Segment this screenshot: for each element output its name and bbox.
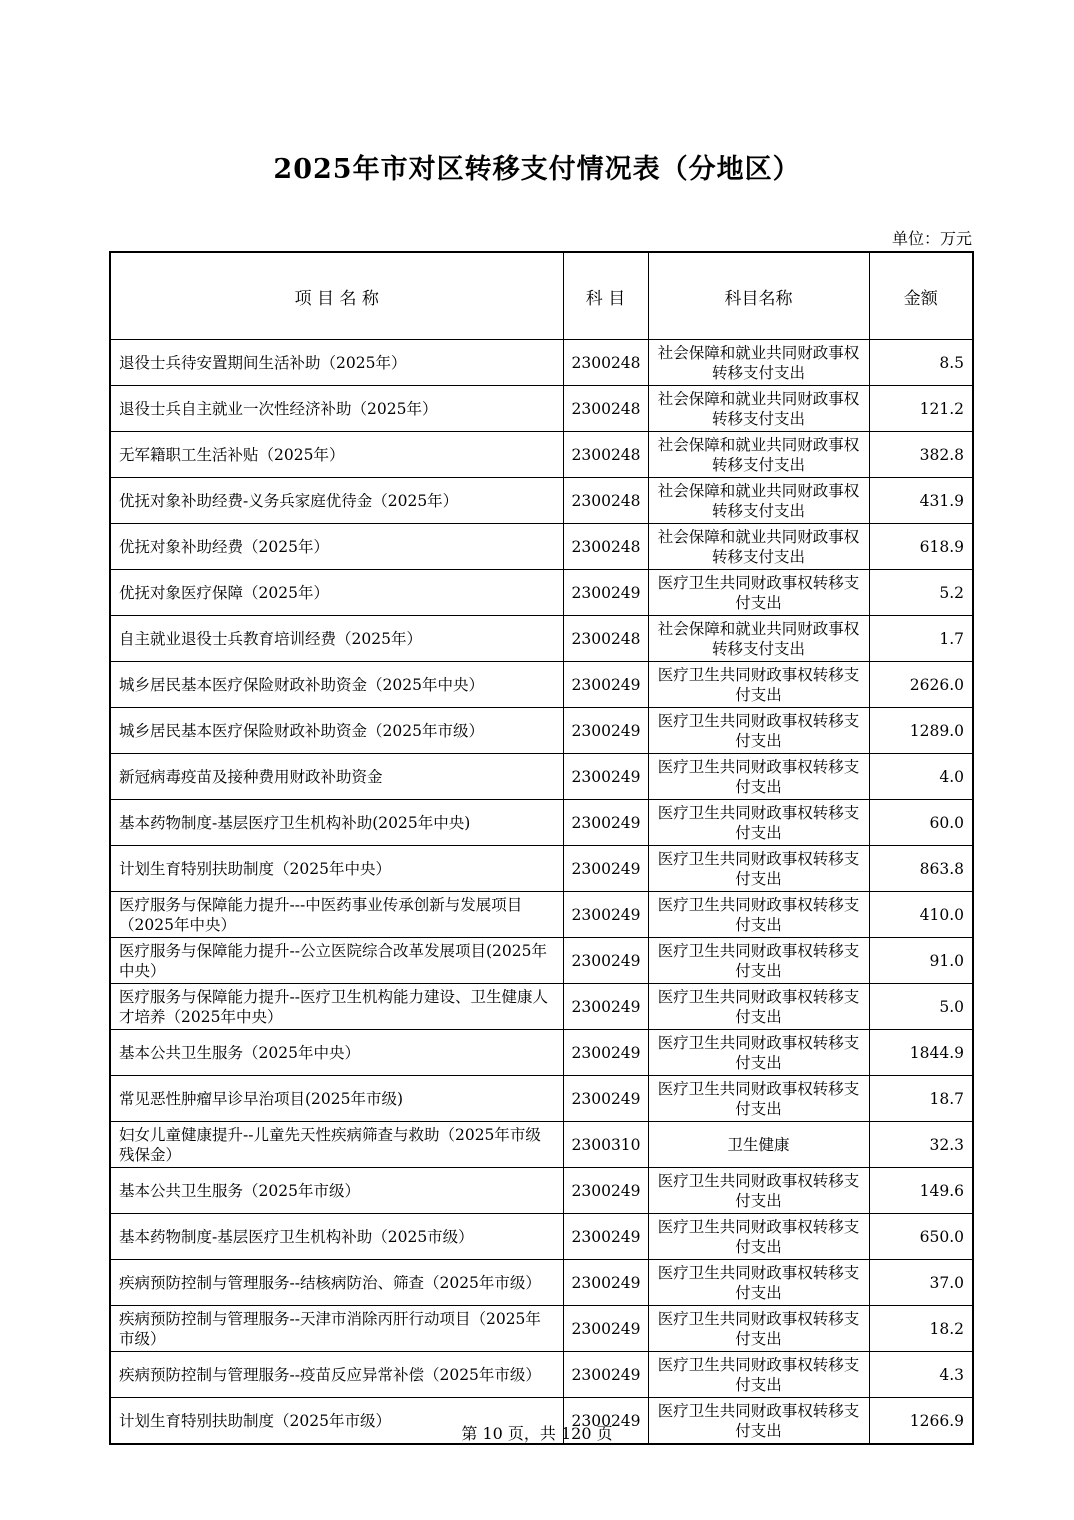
project-name-cell: 城乡居民基本医疗保险财政补助资金（2025年中央） [110, 662, 563, 708]
amount-cell: 1266.9 [869, 1398, 973, 1445]
subject-code-cell: 2300248 [563, 616, 648, 662]
project-name-cell: 城乡居民基本医疗保险财政补助资金（2025年市级） [110, 708, 563, 754]
table-row [110, 570, 973, 616]
table-row [110, 478, 973, 524]
amount-cell: 431.9 [869, 478, 973, 524]
table-row [110, 1122, 973, 1168]
project-name-cell: 医疗服务与保障能力提升--医疗卫生机构能力建设、卫生健康人才培养（2025年中央） [110, 984, 563, 1030]
project-name-cell: 新冠病毒疫苗及接种费用财政补助资金 [110, 754, 563, 800]
table-row [110, 662, 973, 708]
project-name-cell: 基本药物制度-基层医疗卫生机构补助（2025市级） [110, 1214, 563, 1260]
table-row [110, 938, 973, 984]
subject-code-cell: 2300249 [563, 754, 648, 800]
subject-name-cell: 医疗卫生共同财政事权转移支付支出 [648, 570, 869, 616]
amount-cell: 5.2 [869, 570, 973, 616]
subject-code-cell: 2300249 [563, 570, 648, 616]
project-name-cell: 疾病预防控制与管理服务--结核病防治、筛查（2025年市级） [110, 1260, 563, 1306]
subject-name-cell: 医疗卫生共同财政事权转移支付支出 [648, 1352, 869, 1398]
subject-code-cell: 2300248 [563, 524, 648, 570]
subject-name-cell: 社会保障和就业共同财政事权转移支付支出 [648, 524, 869, 570]
subject-code-cell: 2300249 [563, 662, 648, 708]
project-name-cell: 优抚对象补助经费（2025年） [110, 524, 563, 570]
subject-name-cell: 医疗卫生共同财政事权转移支付支出 [648, 938, 869, 984]
subject-code-cell: 2300249 [563, 846, 648, 892]
amount-cell: 618.9 [869, 524, 973, 570]
project-name-cell: 基本公共卫生服务（2025年市级） [110, 1168, 563, 1214]
table-row [110, 1352, 973, 1398]
subject-code-cell: 2300249 [563, 1398, 648, 1445]
project-name-cell: 基本药物制度-基层医疗卫生机构补助(2025年中央) [110, 800, 563, 846]
amount-cell: 650.0 [869, 1214, 973, 1260]
subject-code-cell: 2300248 [563, 340, 648, 386]
subject-name-cell: 医疗卫生共同财政事权转移支付支出 [648, 1260, 869, 1306]
amount-cell: 149.6 [869, 1168, 973, 1214]
subject-code-cell: 2300249 [563, 800, 648, 846]
table-row [110, 616, 973, 662]
project-name-cell: 基本公共卫生服务（2025年中央） [110, 1030, 563, 1076]
subject-name-cell: 医疗卫生共同财政事权转移支付支出 [648, 892, 869, 938]
subject-code-cell: 2300249 [563, 1306, 648, 1352]
project-name-cell: 医疗服务与保障能力提升---中医药事业传承创新与发展项目（2025年中央） [110, 892, 563, 938]
amount-cell: 2626.0 [869, 662, 973, 708]
table-header-row [110, 252, 973, 340]
subject-name-cell: 医疗卫生共同财政事权转移支付支出 [648, 1030, 869, 1076]
amount-cell: 91.0 [869, 938, 973, 984]
subject-name-cell: 医疗卫生共同财政事权转移支付支出 [648, 1306, 869, 1352]
table-row [110, 984, 973, 1030]
project-name-cell: 计划生育特别扶助制度（2025年中央） [110, 846, 563, 892]
amount-cell: 121.2 [869, 386, 973, 432]
subject-code-cell: 2300249 [563, 1260, 648, 1306]
table-body [110, 340, 973, 1445]
amount-cell: 1.7 [869, 616, 973, 662]
subject-code-cell: 2300249 [563, 984, 648, 1030]
subject-name-cell: 社会保障和就业共同财政事权转移支付支出 [648, 478, 869, 524]
table-row [110, 1030, 973, 1076]
subject-name-cell: 医疗卫生共同财政事权转移支付支出 [648, 846, 869, 892]
table-row [110, 754, 973, 800]
subject-name-cell: 社会保障和就业共同财政事权转移支付支出 [648, 616, 869, 662]
table-row [110, 1168, 973, 1214]
subject-code-cell: 2300249 [563, 892, 648, 938]
project-name-cell: 优抚对象医疗保障（2025年） [110, 570, 563, 616]
amount-cell: 4.3 [869, 1352, 973, 1398]
project-name-cell: 医疗服务与保障能力提升--公立医院综合改革发展项目(2025年中央） [110, 938, 563, 984]
subject-name-cell: 社会保障和就业共同财政事权转移支付支出 [648, 386, 869, 432]
subject-name-cell: 社会保障和就业共同财政事权转移支付支出 [648, 432, 869, 478]
subject-name-cell: 医疗卫生共同财政事权转移支付支出 [648, 1168, 869, 1214]
amount-cell: 382.8 [869, 432, 973, 478]
subject-code-cell: 2300249 [563, 1030, 648, 1076]
amount-cell: 863.8 [869, 846, 973, 892]
subject-name-cell: 医疗卫生共同财政事权转移支付支出 [648, 1398, 869, 1445]
subject-code-cell: 2300249 [563, 938, 648, 984]
subject-name-cell: 社会保障和就业共同财政事权转移支付支出 [648, 340, 869, 386]
subject-name-cell: 卫生健康 [648, 1122, 869, 1168]
project-name-cell: 优抚对象补助经费-义务兵家庭优待金（2025年） [110, 478, 563, 524]
table-row [110, 340, 973, 386]
table-row [110, 892, 973, 938]
subject-code-cell: 2300249 [563, 1214, 648, 1260]
subject-name-cell: 医疗卫生共同财政事权转移支付支出 [648, 1214, 869, 1260]
subject-name-cell: 医疗卫生共同财政事权转移支付支出 [648, 1076, 869, 1122]
subject-code-cell: 2300249 [563, 1076, 648, 1122]
table-row [110, 1306, 973, 1352]
amount-cell: 18.2 [869, 1306, 973, 1352]
amount-cell: 32.3 [869, 1122, 973, 1168]
project-name-cell: 退役士兵自主就业一次性经济补助（2025年） [110, 386, 563, 432]
table-row [110, 524, 973, 570]
amount-cell: 18.7 [869, 1076, 973, 1122]
column-header-subject-name: 科目名称 [648, 252, 869, 340]
unit-note: 单位：万元 [891, 229, 972, 248]
table-row [110, 1214, 973, 1260]
table-row [110, 386, 973, 432]
column-header-subject-code: 科 目 [563, 252, 648, 340]
table-row [110, 708, 973, 754]
project-name-cell: 妇女儿童健康提升--儿童先天性疾病筛查与救助（2025年市级残保金） [110, 1122, 563, 1168]
project-name-cell: 疾病预防控制与管理服务--天津市消除丙肝行动项目（2025年市级） [110, 1306, 563, 1352]
project-name-cell: 自主就业退役士兵教育培训经费（2025年） [110, 616, 563, 662]
table-row [110, 846, 973, 892]
project-name-cell: 计划生育特别扶助制度（2025年市级） [110, 1398, 563, 1445]
subject-code-cell: 2300248 [563, 432, 648, 478]
subject-code-cell: 2300249 [563, 1168, 648, 1214]
subject-name-cell: 医疗卫生共同财政事权转移支付支出 [648, 662, 869, 708]
project-name-cell: 常见恶性肿瘤早诊早治项目(2025年市级) [110, 1076, 563, 1122]
project-name-cell: 退役士兵待安置期间生活补助（2025年） [110, 340, 563, 386]
subject-name-cell: 医疗卫生共同财政事权转移支付支出 [648, 800, 869, 846]
amount-cell: 8.5 [869, 340, 973, 386]
amount-cell: 1844.9 [869, 1030, 973, 1076]
subject-code-cell: 2300248 [563, 386, 648, 432]
amount-cell: 5.0 [869, 984, 973, 1030]
transfer-payments-table [109, 251, 974, 1445]
table-row [110, 800, 973, 846]
subject-code-cell: 2300249 [563, 708, 648, 754]
subject-name-cell: 医疗卫生共同财政事权转移支付支出 [648, 708, 869, 754]
page-title: 2025年市对区转移支付情况表（分地区） [273, 154, 801, 185]
amount-cell: 60.0 [869, 800, 973, 846]
table-header [110, 252, 973, 340]
amount-cell: 4.0 [869, 754, 973, 800]
column-header-amount: 金额 [869, 252, 973, 340]
amount-cell: 1289.0 [869, 708, 973, 754]
column-header-project-name: 项 目 名 称 [110, 252, 563, 340]
table-row [110, 1260, 973, 1306]
page-number-footer: 第 10 页，共 120 页 [461, 1424, 613, 1443]
subject-name-cell: 医疗卫生共同财政事权转移支付支出 [648, 754, 869, 800]
subject-code-cell: 2300249 [563, 1352, 648, 1398]
subject-code-cell: 2300310 [563, 1122, 648, 1168]
project-name-cell: 疾病预防控制与管理服务--疫苗反应异常补偿（2025年市级） [110, 1352, 563, 1398]
amount-cell: 37.0 [869, 1260, 973, 1306]
amount-cell: 410.0 [869, 892, 973, 938]
table-row [110, 432, 973, 478]
subject-name-cell: 医疗卫生共同财政事权转移支付支出 [648, 984, 869, 1030]
subject-code-cell: 2300248 [563, 478, 648, 524]
project-name-cell: 无军籍职工生活补贴（2025年） [110, 432, 563, 478]
table-row [110, 1076, 973, 1122]
